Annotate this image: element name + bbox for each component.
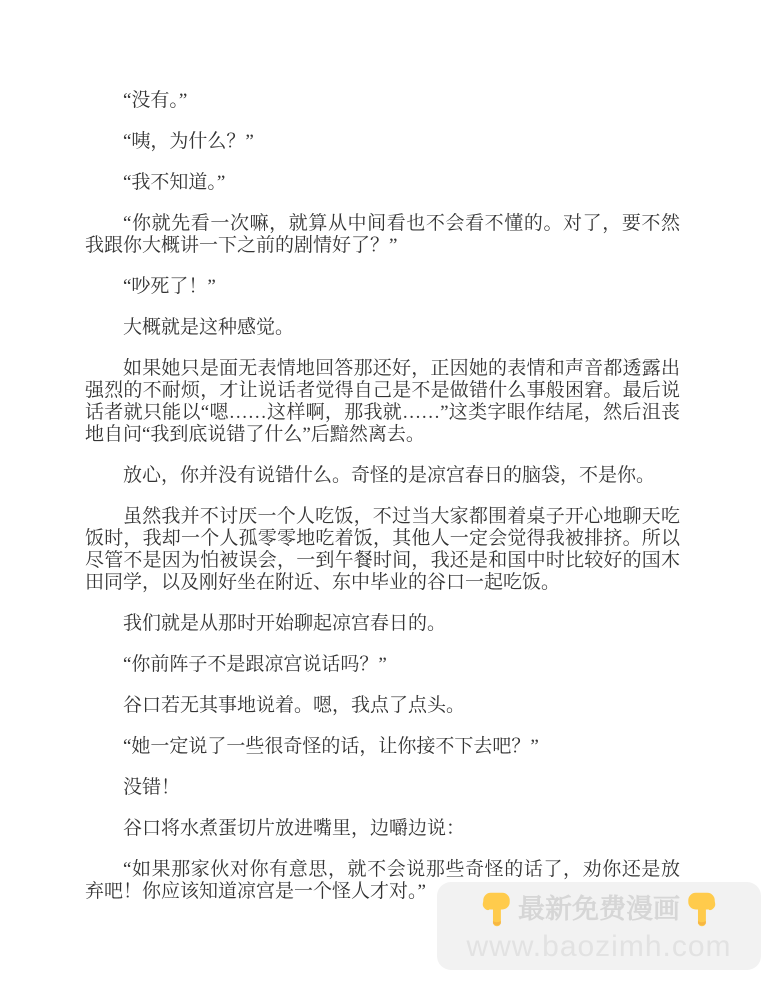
watermark-title: 最新免费漫画 (518, 893, 680, 924)
paragraph: 放心，你并没有说错什么。奇怪的是凉宫春日的脑袋，不是你。 (123, 465, 656, 486)
paragraph: “咦，为什么？” (123, 131, 254, 152)
paragraph: “我不知道。” (123, 172, 226, 193)
pointing-down-icon (480, 891, 513, 928)
paragraph: 我们就是从那时开始聊起凉宫春日的。 (123, 613, 447, 634)
paragraph: “她一定说了一些很奇怪的话，让你接不下去吧？” (123, 736, 539, 757)
watermark-title-row (480, 891, 718, 928)
pointing-down-icon (685, 891, 718, 928)
paragraph: 谷口将水煮蛋切片放进嘴里，边嚼边说： (123, 818, 466, 839)
watermark-banner (437, 882, 761, 970)
paragraph: “你就先看一次嘛，就算从中间看也不会看不懂的。对了，要不然我跟你大概讲一下之前的剧情好了？” (85, 213, 680, 256)
paragraph: 没错！ (123, 777, 181, 798)
paragraph: 谷口若无其事地说着。嗯，我点了点头。 (123, 695, 466, 716)
paragraph: “你前阵子不是跟凉宫说话吗？” (123, 654, 387, 675)
novel-text (85, 90, 680, 922)
paragraph: 如果她只是面无表情地回答那还好，正因她的表情和声音都透露出强烈的不耐烦，才让说话者觉得自己是不是做错什么事般困窘。最后说话者就只能以“嗯……这样啊，那我就……”这类字眼作结尾，然后沮丧地自问“我到底说错了什么”后黯然离去。 (85, 358, 680, 445)
paragraph: “吵死了！” (123, 276, 216, 297)
paragraph: “如果那家伙对你有意思，就不会说那些奇怪的话了，劝你还是放弃吧！你应该知道凉宫是一个怪人才对。” (85, 859, 680, 902)
paragraph: “没有。” (123, 90, 188, 111)
paragraph: 大概就是这种感觉。 (123, 317, 295, 338)
watermark-url: www.baozimh.com (466, 929, 732, 963)
paragraph: 虽然我并不讨厌一个人吃饭，不过当大家都围着桌子开心地聊天吃饭时，我却一个人孤零零地吃着饭，其他人一定会觉得我被排挤。所以尽管不是因为怕被误会，一到午餐时间，我还是和国中时比较好的国木田同学，以及刚好坐在附近、东中毕业的谷口一起吃饭。 (85, 506, 680, 593)
